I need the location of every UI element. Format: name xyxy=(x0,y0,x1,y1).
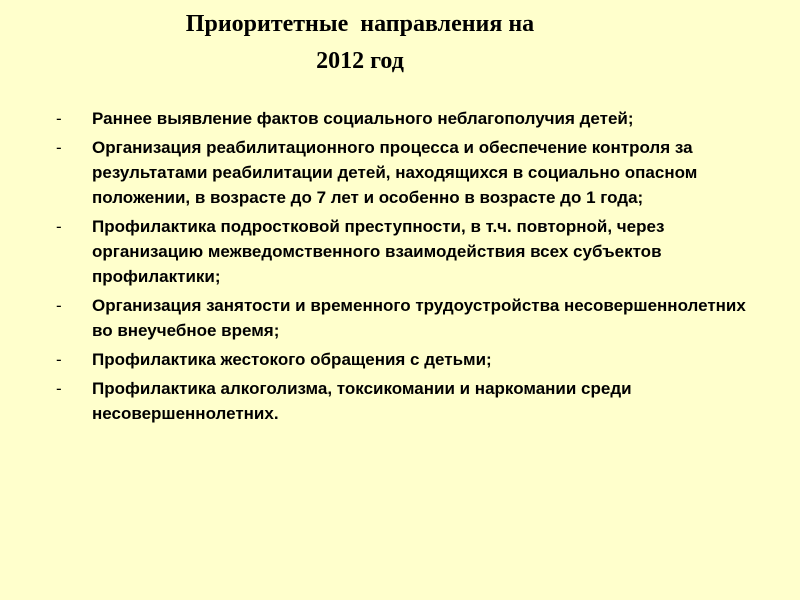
list-item xyxy=(56,376,756,426)
list-item xyxy=(56,106,756,131)
list-item-text: Организация занятости и временного трудоустройства несовершеннолетних во внеучебное время; xyxy=(92,296,746,340)
list-item-text: Раннее выявление фактов социального неблагополучия детей; xyxy=(92,109,634,128)
list-item xyxy=(56,214,756,289)
slide-title xyxy=(100,6,620,80)
priority-list xyxy=(56,106,756,430)
bullet-dash: - xyxy=(56,296,62,315)
list-item-text: Профилактика жестокого обращения с детьми; xyxy=(92,350,492,369)
bullet-dash: - xyxy=(56,109,62,128)
bullet-dash: - xyxy=(56,217,62,236)
slide-title-line-2: 2012 год xyxy=(316,48,404,74)
bullet-dash: - xyxy=(56,350,62,369)
list-item xyxy=(56,293,756,343)
bullet-dash: - xyxy=(56,379,62,398)
slide-title-line-1: Приоритетные направления на xyxy=(185,11,535,37)
list-item xyxy=(56,347,756,372)
list-item-text: Организация реабилитационного процесса и обеспечение контроля за результатами реабилитации детей, находящихся в социально опасном положении, в возрасте до 7 лет и особенно в возрасте до 1 года; xyxy=(92,138,698,207)
list-item-text: Профилактика алкоголизма, токсикомании и наркомании среди несовершеннолетних. xyxy=(92,379,632,423)
bullet-dash: - xyxy=(56,138,62,157)
list-item-text: Профилактика подростковой преступности, в т.ч. повторной, через организацию межведомственного взаимодействия всех субъектов профилактики; xyxy=(92,217,665,286)
list-item xyxy=(56,135,756,210)
